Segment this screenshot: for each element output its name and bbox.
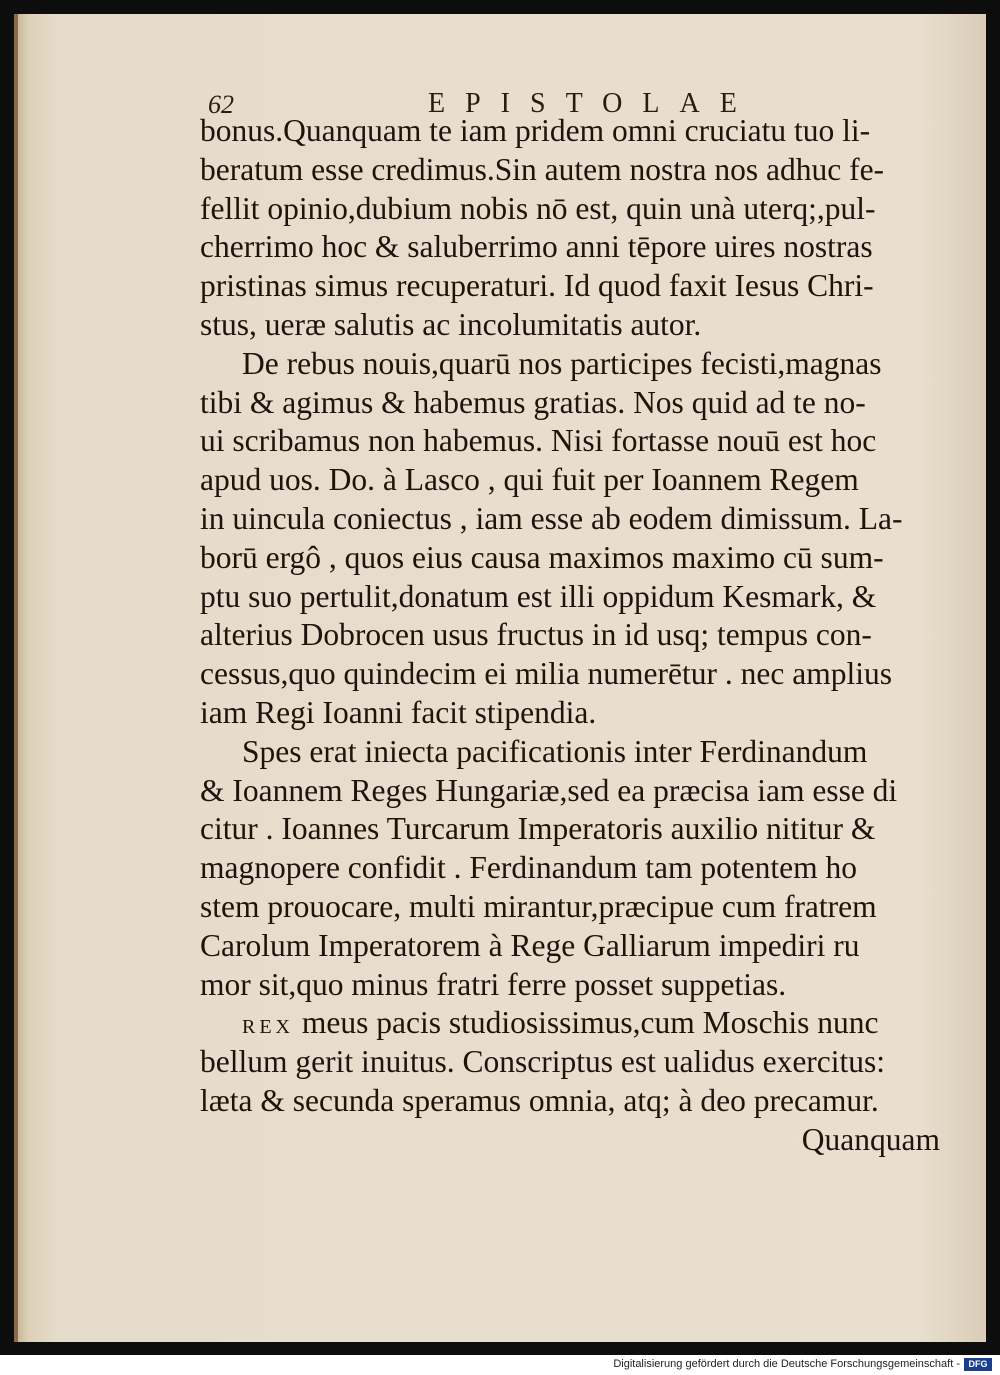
text-line: mor sit,quo minus fratri ferre posset suppetias. xyxy=(200,966,787,1002)
text-line: fellit opinio,dubium nobis nō est, quin unà uterq;,pul- xyxy=(200,190,876,226)
text-line: & Ioannem Reges Hungariæ,sed ea præcisa iam esse di xyxy=(200,772,898,808)
text-line: De rebus nouis,quarū nos participes fecisti,magnas xyxy=(242,345,882,381)
text-line: bellum gerit inuitus. Conscriptus est ualidus exercitus: xyxy=(200,1044,886,1080)
text-line: Spes erat iniecta pacificationis inter Ferdinandum xyxy=(242,733,868,769)
funding-notice: Digitalisierung gefördert durch die Deutsche Forschungsgemeinschaft - xyxy=(613,1358,960,1370)
text-line: apud uos. Do. à Lasco , qui fuit per Ioannem Regem xyxy=(200,462,859,498)
text-line: in uincula coniectus , iam esse ab eodem dimissum. La- xyxy=(200,500,903,536)
catchword: Quanquam xyxy=(801,1121,940,1157)
text-line: pristinas simus recuperaturi. Id quod faxit Iesus Chri- xyxy=(200,268,874,304)
rex-line-rest: meus pacis studiosissimus,cum Moschis nunc xyxy=(294,1005,879,1041)
text-line-rex xyxy=(200,1004,940,1043)
text-line: iam Regi Ioanni facit stipendia. xyxy=(200,694,597,730)
text-line: magnopere confidit . Ferdinandum tam potentem ho xyxy=(200,850,857,886)
text-line: cherrimo hoc & saluberrimo anni tēpore uires nostras xyxy=(200,229,873,265)
text-line: tibi & agimus & habemus gratias. Nos quid ad te no- xyxy=(200,384,866,420)
text-line: borū ergô , quos eius causa maximos maximo cū sum- xyxy=(200,539,884,575)
text-line: cessus,quo quindecim ei milia numerētur . nec amplius xyxy=(200,656,892,692)
page-number: 62 xyxy=(208,90,234,119)
running-title: EPISTOLAE xyxy=(428,88,757,119)
text-line: bonus.Quanquam te iam pridem omni cruciatu tuo li- xyxy=(200,113,871,148)
text-line: stus, ueræ salutis ac incolumitatis autor. xyxy=(200,306,702,342)
text-line: alterius Dobrocen usus fructus in id usq; tempus con- xyxy=(200,617,872,653)
text-line: Carolum Imperatorem à Rege Galliarum impediri ru xyxy=(200,927,860,963)
dfg-logo: DFG xyxy=(964,1358,992,1371)
text-line: citur . Ioannes Turcarum Imperatoris auxilio nititur & xyxy=(200,811,876,847)
digitization-footer xyxy=(0,1355,1000,1375)
text-line: læta & secunda speramus omnia, atq; à deo precamur. xyxy=(200,1082,879,1118)
text-line: beratum esse credimus.Sin autem nostra nos adhuc fe- xyxy=(200,151,885,187)
rex-smallcaps: REX xyxy=(242,1016,294,1039)
text-line: ptu suo pertulit,donatum est illi oppidum Kesmark, & xyxy=(200,578,877,614)
text-line: stem prouocare, multi mirantur,præcipue cum fratrem xyxy=(200,888,877,924)
text-line: ui scribamus non habemus. Nisi fortasse nouū est hoc xyxy=(200,423,877,459)
body-text xyxy=(200,112,940,1160)
